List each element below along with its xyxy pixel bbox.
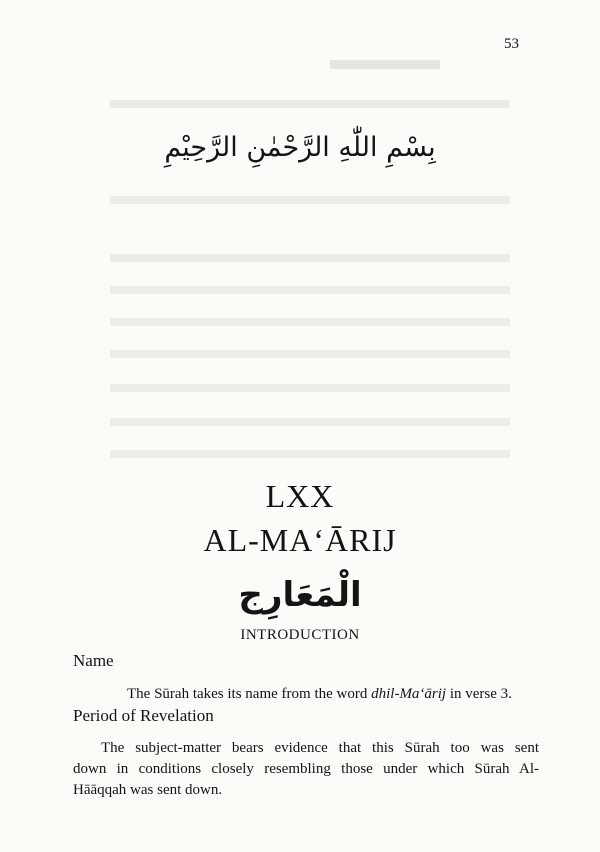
- surah-roman-numeral: LXX: [265, 478, 335, 514]
- introduction-heading: INTRODUCTION: [240, 627, 360, 643]
- name-text-before: The Sūrah takes its name from the word: [127, 686, 372, 702]
- period-paragraph: [73, 738, 539, 801]
- name-paragraph: [99, 684, 539, 705]
- page-number: 53: [504, 36, 519, 52]
- period-line-2: down in conditions closely resembling those under which Sūrah Al-: [73, 761, 539, 777]
- name-text-after: in verse 3.: [446, 686, 512, 702]
- section-heading-name: Name: [73, 651, 114, 670]
- section-heading-period: Period of Revelation: [73, 706, 214, 725]
- name-text-italic: dhil-Ma‘ārij: [371, 686, 447, 702]
- period-line-1: The subject-matter bears evidence that this Sūrah too was sent: [101, 740, 539, 756]
- surah-title: AL-MA‘ĀRIJ: [203, 522, 397, 558]
- period-line-3: Hāāqqah was sent down.: [73, 782, 223, 798]
- bismillah-invocation: بِسْمِ اللّٰهِ الرَّحْمٰنِ الرَّحِيْمِ: [164, 132, 436, 163]
- surah-arabic-title: الْمَعَارِج: [238, 575, 362, 615]
